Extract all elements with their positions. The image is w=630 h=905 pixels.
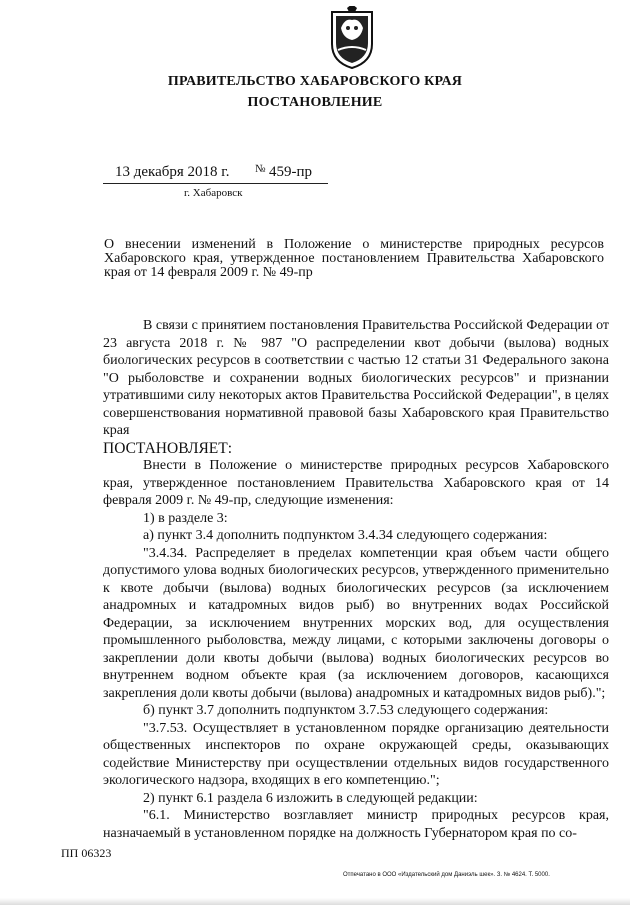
page-bottom-edge — [0, 898, 630, 905]
body-paragraph-7: 2) пункт 6.1 раздела 6 изложить в следующей редакции: — [143, 790, 478, 806]
preamble-paragraph: В связи с принятием постановления Правительства Российской Федерации от 23 августа 2018 г. № 987 "О распределении квот добычи (вылова) водных биологических ресурсов в соответствии с частью 12 статьи 31 Федерального закона "О рыболовстве и сохранении водных биологических ресурсов" и признании утратившими силу некоторых актов Правительства Российской Федерации", в целях совершенствования нормативной правовой базы Хабаровского края Правительство края — [103, 318, 609, 438]
body-paragraph-6: "3.7.53. Осуществляет в установленном порядке организацию деятельности общественных инспекторов по охране окружающей среды, оказывающих содействие Министерству при осуществлении отдельных видов государственного экологического надзора, входящих в его компетенцию."; — [103, 720, 609, 788]
document-date: 13 декабря 2018 г. — [115, 164, 230, 180]
date-underline — [103, 183, 328, 184]
printer-imprint: Отпечатано в ООО «Издательский дом Даниэль шек». З. № 4624. Т. 5000. — [343, 872, 550, 878]
body-paragraph-5: б) пункт 3.7 дополнить подпунктом 3.7.53 следующего содержания: — [143, 703, 549, 718]
government-title: ПРАВИТЕЛЬСТВО ХАБАРОВСКОГО КРАЯ — [167, 74, 463, 89]
coat-of-arms-emblem — [327, 6, 377, 70]
body-paragraph-8: "6.1. Министерство возглавляет министр природных ресурсов края, назначаемый в установленном порядке на должность Губернатором края по со- — [103, 808, 609, 841]
body-paragraph-1: Внести в Положение о министерстве природных ресурсов Хабаровского края, утвержденное постановлением Правительства Хабаровского края от 14 февраля 2009 г. № 49-пр, следующие изменения: — [103, 458, 609, 508]
footer-document-code: ПП 06323 — [61, 846, 112, 860]
document-subject: О внесении изменений в Положение о министерстве природных ресурсов Хабаровского края, утвержденное постановлением Правительства Хабаровского края от 14 февраля 2009 г. № 49-пр — [104, 237, 604, 280]
body-paragraph-2: 1) в разделе 3: — [143, 510, 228, 526]
number-sign: № — [255, 163, 266, 175]
body-paragraph-4: "3.4.34. Распределяет в пределах компетенции края объем части общего допустимого улова водных биологических ресурсов, утвержденного применительно к квоте добычи (вылова) водных биологических ресурсов (за исключением анадромных и катадромных видов рыб) во внутренних водах Российской Федерации, за исключением внутренних морских вод, для осуществления промышленного рыболовства, между лицами, с которыми заключены договоры о закреплении доли квоты добычи (вылова) водных биологических ресурсов во внутреннем водном объекте края (за исключением договоров, касающихся закрепления доли квоты добычи (вылова) анадромных и катадромных видов рыб)."; — [103, 545, 609, 701]
body-paragraph-3: а) пункт 3.4 дополнить подпунктом 3.4.34 следующего содержания: — [143, 528, 548, 543]
resolves-heading: ПОСТАНОВЛЯЕТ: — [103, 439, 233, 457]
document-type: ПОСТАНОВЛЕНИЕ — [247, 95, 383, 110]
document-number: 459-пр — [269, 164, 313, 180]
document-body — [103, 317, 609, 842]
city: г. Хабаровск — [184, 187, 243, 199]
